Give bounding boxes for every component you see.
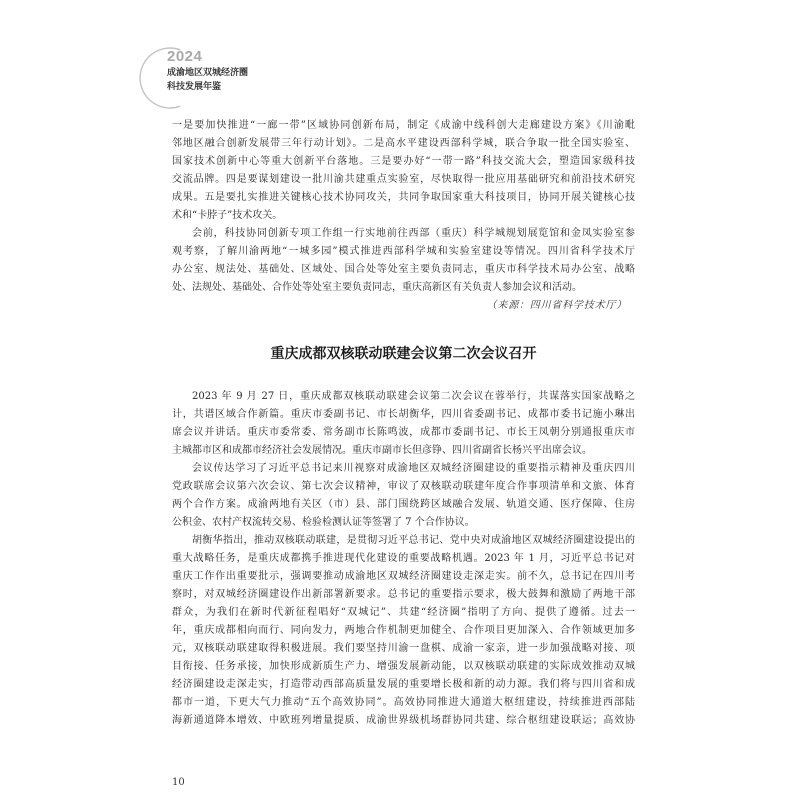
text-line: 术和“卡脖子”技术攻关。 xyxy=(172,210,283,221)
text-line: 一是要加快推进“一廊一带”区域协同创新布局，制定《成渝中线科创大走廊建设方案》《川渝毗 xyxy=(172,120,635,131)
text-line: 胡衡华指出，推动双核联动联建，是贯彻习近平总书记、党中央对成渝地区双城经济圈建设提出的 xyxy=(192,535,635,546)
text-line: 2023 年 9 月 27 日，重庆成都双核联动联建会议第二次会议在蓉举行，共谋落实国家战略之 xyxy=(192,391,635,402)
paragraph xyxy=(172,117,635,225)
text-line: 重庆工作作出重要批示，强调要推动成渝地区双城经济圈建设走深走实。前不久，总书记在四川考 xyxy=(172,571,635,582)
text-line: 观考察，了解川渝两地“一城多园”模式推进西部科学城和实验室建设等情况。四川省科学技术厅 xyxy=(172,246,635,257)
running-header xyxy=(167,48,248,94)
text-line: 经济圈建设走深走实，打造带动西部高质量发展的重要增长极和新的动力源。我们将与四川省和成 xyxy=(172,679,635,690)
header-title-line2: 科技发展年鉴 xyxy=(167,82,222,92)
header-year: 2024 xyxy=(167,48,203,65)
text-line: 计，共谱区域合作新篇。重庆市委副书记、市长胡衡华，四川省委副书记、成都市委书记施小琳出 xyxy=(172,409,635,420)
text-line: 处、法规处、基础处、合作处等处室主要负责同志，重庆高新区有关负责人参加会议和活动。 xyxy=(172,282,582,293)
paragraph xyxy=(172,532,635,730)
paragraph xyxy=(172,388,635,460)
text-line: 海新通道降本增效、中欧班列增量提质、成渝世界级机场群协同共建、综合枢纽建设联运；高效协 xyxy=(172,715,635,726)
article-body xyxy=(172,117,635,730)
text-line: 成果。五是要扎实推进关键核心技术协同攻关，共同争取国家重大科技项目，协同开展关键核心技 xyxy=(172,192,635,203)
text-line: 会议传达学习了习近平总书记来川视察对成渝地区双城经济圈建设的重要指示精神及重庆四川 xyxy=(192,463,635,474)
page-number: 10 xyxy=(172,777,185,788)
text-line: 主城都市区和成都市经济社会发展情况。重庆市副市长但彦铮、四川省副省长杨兴平出席会议。 xyxy=(172,445,592,456)
text-line: 办公室、规法处、基础处、区域处、国合处等处室主要负责同志，重庆市科学技术局办公室、战略 xyxy=(172,264,635,275)
source-citation: （来源：四川省科学技术厅） xyxy=(486,300,627,311)
paragraph xyxy=(172,460,635,532)
text-line: 会前，科技协同创新专项工作组一行实地前往西部（重庆）科学城规划展览馆和金凤实验室参 xyxy=(192,228,635,239)
text-line: 目衔接、任务承接，加快形成新质生产力、增强发展新动能，以双核联动联建的实际成效推动双城 xyxy=(172,661,635,672)
text-line: 年，重庆成都相向而行、同向发力，两地合作机制更加健全、合作项目更加深入、合作领域更加多 xyxy=(172,625,635,636)
header-title-line1: 成渝地区双城经济圈 xyxy=(167,68,249,78)
text-line: 察时，对双城经济圈建设作出新部署新要求。总书记的重要指示要求，极大鼓舞和激励了两地干部 xyxy=(172,589,635,600)
text-line: 国家技术创新中心等重大创新平台落地。三是要办好“一带一路”科技交流大会，塑造国家级科技 xyxy=(172,156,635,167)
text-line: 都市一道，下更大气力推动“五个高效协同”。高效协同推进大通道大枢纽建设，持续推进西部陆 xyxy=(172,697,635,708)
text-line: 党政联席会议第六次会议、第七次会议精神，审议了双核联动联建年度合作事项清单和文旅、体育 xyxy=(172,481,635,492)
text-line: 两个合作方案。成渝两地有关区（市）县、部门围绕跨区域融合发展、轨道交通、医疗保障、住房 xyxy=(172,499,635,510)
text-line: 交流品牌。四是要谋划建设一批川渝共建重点实验室，尽快取得一批应用基础研究和前沿技术研究 xyxy=(172,174,635,185)
article-title: 重庆成都双核联动联建会议第二次会议召开 xyxy=(270,346,537,362)
text-line: 重大战略任务，是重庆成都携手推进现代化建设的重要战略机遇。2023 年 1 月，习近平总书记对 xyxy=(172,553,635,564)
text-line: 邻地区融合创新发展带三年行动计划》。二是高水平建设西部科学城，联合争取一批全国实验室、 xyxy=(172,138,635,149)
paragraph xyxy=(172,225,635,297)
text-line: 公积金、农村产权流转交易、检验检测认证等签署了 7 个合作协议。 xyxy=(172,517,475,528)
text-line: 席会议并讲话。重庆市委常委、常务副市长陈鸣波，成都市委副书记、市长王凤朝分别通报重庆市 xyxy=(172,427,635,438)
text-line: 群众，为我们在新时代新征程唱好“双城记”、共建“经济圈”指明了方向、提供了遵循。过去一 xyxy=(172,607,635,618)
text-line: 元，双核联动联建取得积极进展。我们要坚持川渝一盘棋、成渝一家亲，进一步加强战略对接、项 xyxy=(172,643,635,654)
